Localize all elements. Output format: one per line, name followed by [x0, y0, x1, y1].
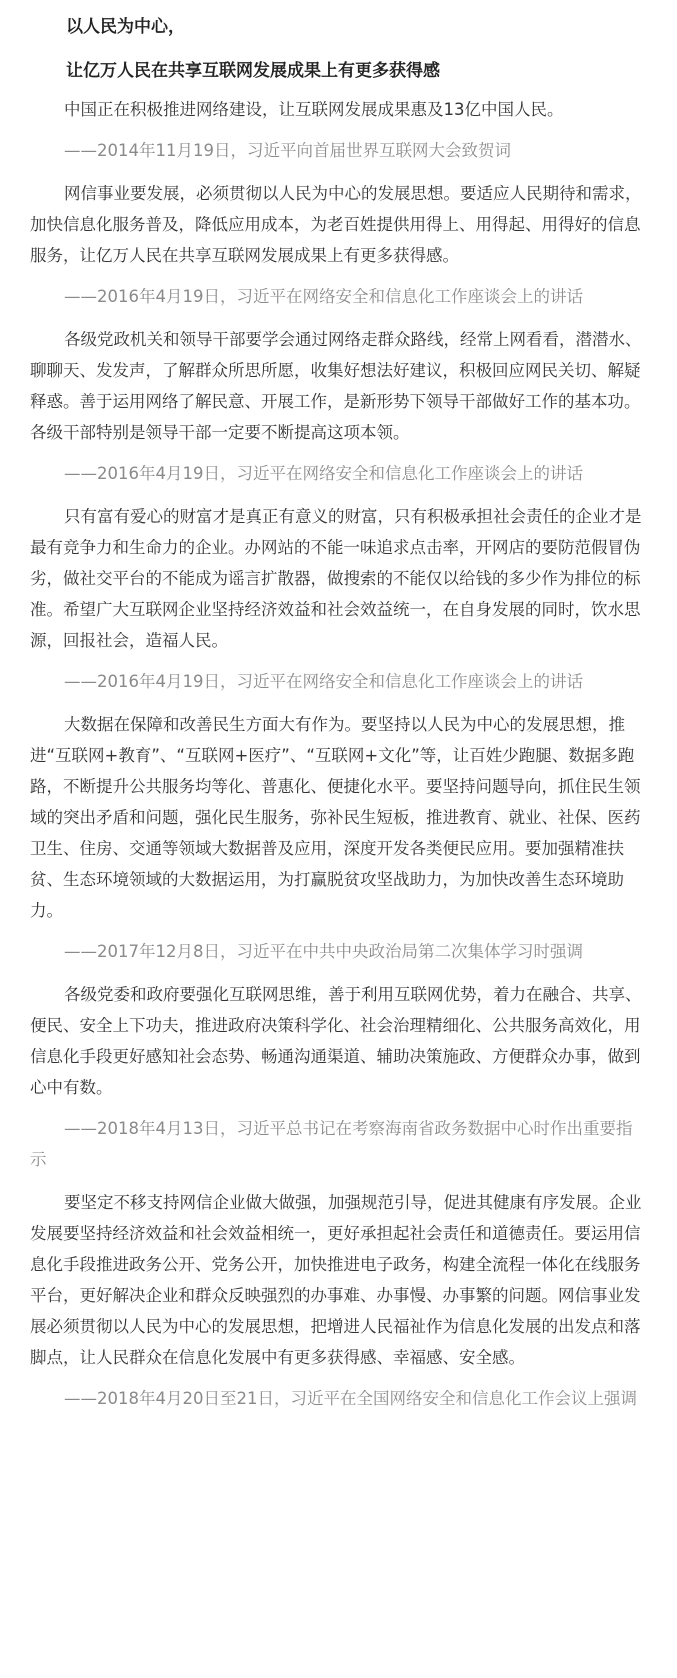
quote-source: ——2017年12月8日，习近平在中共中央政治局第二次集体学习时强调 — [64, 942, 583, 961]
headline-line-1: 以人民为中心， — [66, 17, 185, 37]
quote-paragraph: 网信事业要发展，必须贯彻以人民为中心的发展思想。要适应人民期待和需求，加快信息化服务普及，降低应用成本，为老百姓提供用得上、用得起、用得好的信息服务，让亿万人民在共享互联网发展成果上有更多获得感。 — [30, 184, 642, 265]
headline-line-2: 让亿万人民在共享互联网发展成果上有更多获得感 — [66, 61, 440, 81]
quote-source: ——2016年4月19日，习近平在网络安全和信息化工作座谈会上的讲话 — [64, 672, 583, 691]
quote-source: ——2018年4月13日，习近平总书记在考察海南省政务数据中心时作出重要指示 — [30, 1119, 633, 1169]
quote-paragraph: 各级党委和政府要强化互联网思维，善于利用互联网优势，着力在融合、共享、便民、安全上下功夫，推进政府决策科学化、社会治理精细化、公共服务高效化，用信息化手段更好感知社会态势、畅通沟通渠道、辅助决策施政、方便群众办事，做到心中有数。 — [30, 985, 642, 1097]
quote-paragraph: 大数据在保障和改善民生方面大有作为。要坚持以人民为中心的发展思想，推进“互联网+教育”、“互联网+医疗”、“互联网+文化”等，让百姓少跑腿、数据多跑路，不断提升公共服务均等化、普惠化、便捷化水平。要坚持问题导向，抓住民生领域的突出矛盾和问题，强化民生服务，弥补民生短板，推进教育、就业、社保、医药卫生、住房、交通等领域大数据普及应用，深度开发各类便民应用。要加强精准扶贫、生态环境领域的大数据运用，为打赢脱贫攻坚战助力，为加快改善生态环境助力。 — [30, 715, 641, 920]
quote-paragraph: 中国正在积极推进网络建设，让互联网发展成果惠及13亿中国人民。 — [64, 100, 564, 119]
quote-paragraph: 只有富有爱心的财富才是真正有意义的财富，只有积极承担社会责任的企业才是最有竞争力和生命力的企业。办网站的不能一味追求点击率，开网店的要防范假冒伪劣，做社交平台的不能成为谣言扩散器，做搜索的不能仅以给钱的多少作为排位的标准。希望广大互联网企业坚持经济效益和社会效益统一，在自身发展的同时，饮水思源，回报社会，造福人民。 — [30, 507, 642, 650]
quote-source: ——2018年4月20日至21日，习近平在全国网络安全和信息化工作会议上强调 — [64, 1389, 637, 1408]
quote-source: ——2014年11月19日，习近平向首届世界互联网大会致贺词 — [64, 141, 511, 160]
quote-paragraph: 要坚定不移支持网信企业做大做强，加强规范引导，促进其健康有序发展。企业发展要坚持经济效益和社会效益相统一，更好承担起社会责任和道德责任。要运用信息化手段推进政务公开、党务公开，加快推进电子政务，构建全流程一体化在线服务平台，更好解决企业和群众反映强烈的办事难、办事慢、办事繁的问题。网信事业发展必须贯彻以人民为中心的发展思想，把增进人民福祉作为信息化发展的出发点和落脚点，让人民群众在信息化发展中有更多获得感、幸福感、安全感。 — [30, 1193, 642, 1367]
quote-paragraph: 各级党政机关和领导干部要学会通过网络走群众路线，经常上网看看，潜潜水、聊聊天、发发声，了解群众所思所愿，收集好想法好建议，积极回应网民关切、解疑释惑。善于运用网络了解民意、开展工作，是新形势下领导干部做好工作的基本功。各级干部特别是领导干部一定要不断提高这项本领。 — [30, 330, 642, 442]
quote-source: ——2016年4月19日，习近平在网络安全和信息化工作座谈会上的讲话 — [64, 287, 583, 306]
quote-source: ——2016年4月19日，习近平在网络安全和信息化工作座谈会上的讲话 — [64, 464, 583, 483]
